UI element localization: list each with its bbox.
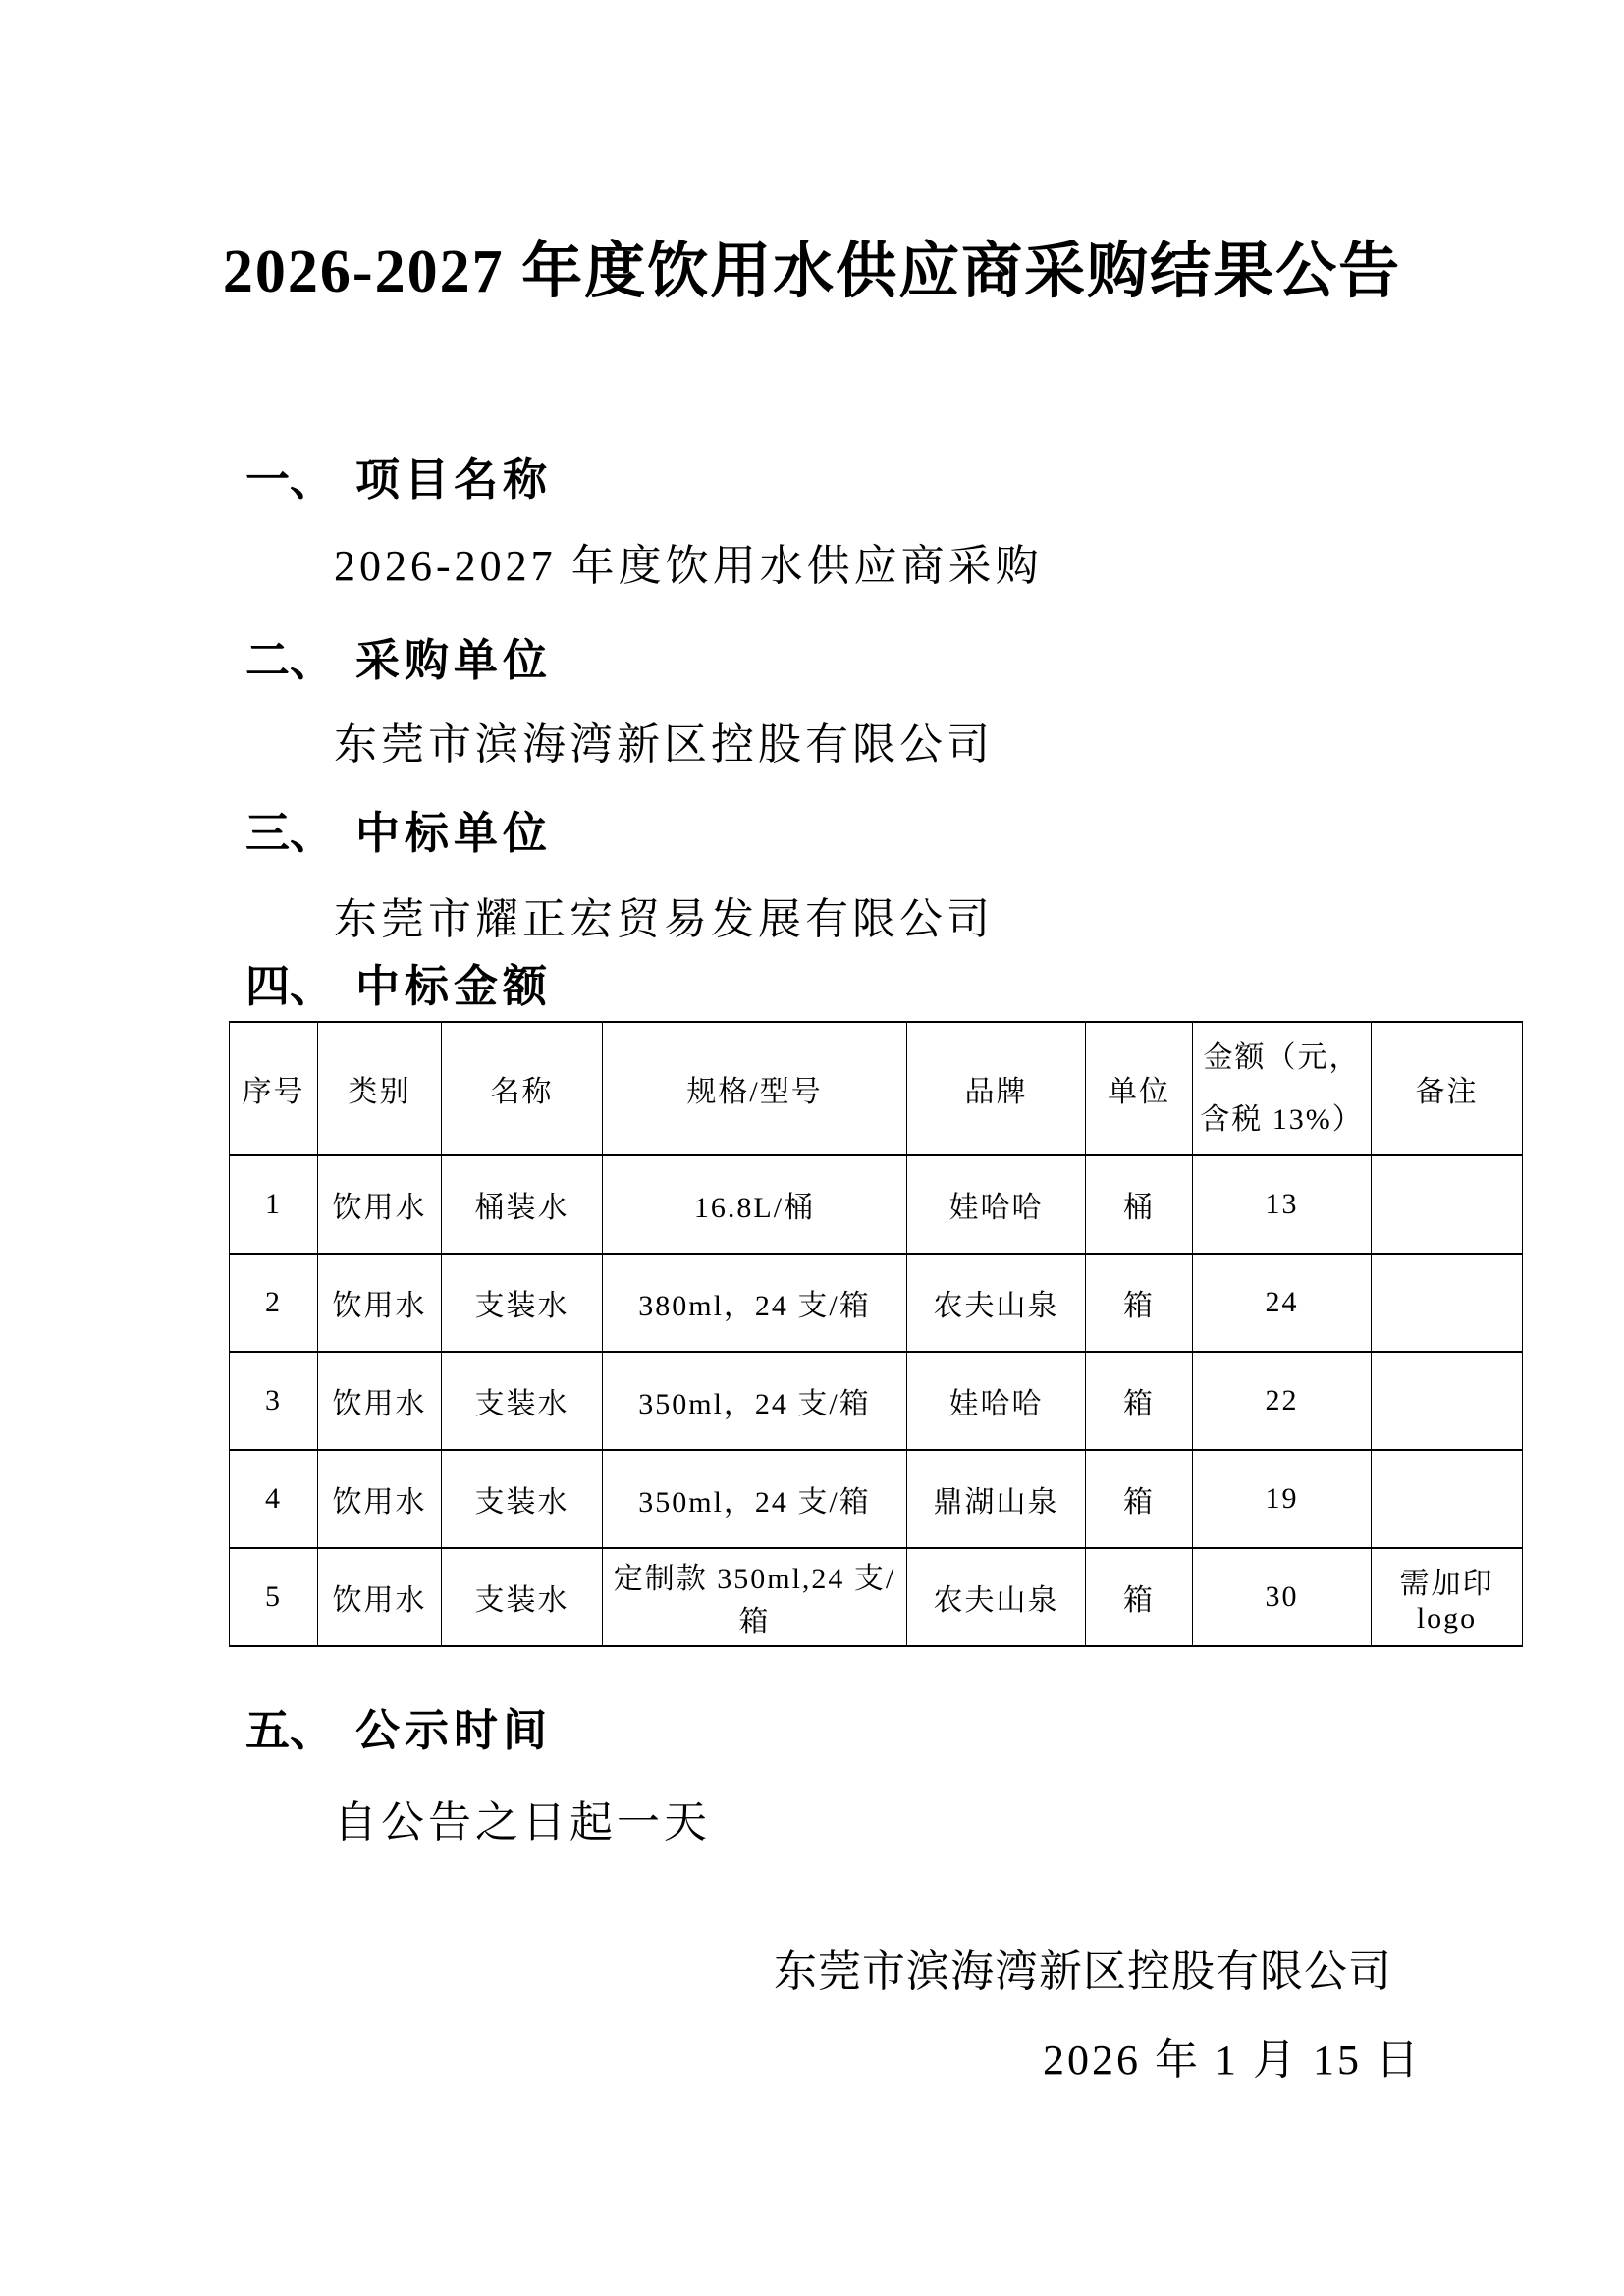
- table-row: [230, 1254, 1523, 1352]
- cell-unit: 箱: [1086, 1450, 1193, 1548]
- cell-unit: 箱: [1086, 1254, 1193, 1352]
- col-header-name: 名称: [442, 1022, 603, 1155]
- award-amount-table: [229, 1021, 1523, 1647]
- table-row: [230, 1352, 1523, 1450]
- cell-brand: 娃哈哈: [907, 1352, 1086, 1450]
- section-heading-publicity-period: [245, 1694, 552, 1758]
- cell-amount: 22: [1193, 1352, 1372, 1450]
- cell-amount: 24: [1193, 1254, 1372, 1352]
- cell-name: 支装水: [442, 1352, 603, 1450]
- cell-brand: 农夫山泉: [907, 1548, 1086, 1646]
- section-label: 公示时间: [355, 1705, 553, 1755]
- cell-spec: 350ml，24 支/箱: [603, 1352, 907, 1450]
- cell-remark: [1372, 1450, 1523, 1548]
- section-label: 采购单位: [355, 635, 553, 685]
- cell-brand: 娃哈哈: [907, 1155, 1086, 1254]
- winning-bidder-text: 东莞市耀正宏贸易发展有限公司: [334, 895, 994, 943]
- cell-seq: 3: [230, 1352, 318, 1450]
- footer-date: 2026 年 1 月 15 日: [1043, 2036, 1422, 2084]
- table-row: [230, 1548, 1523, 1646]
- col-header-amount: 金额（元，含税 13%）: [1193, 1022, 1372, 1155]
- table-header-row: [230, 1022, 1523, 1155]
- cell-amount: 19: [1193, 1450, 1372, 1548]
- publicity-period-text: 自公告之日起一天: [334, 1798, 711, 1846]
- section-label: 中标单位: [355, 808, 553, 858]
- cell-brand: 农夫山泉: [907, 1254, 1086, 1352]
- section-number: 四、: [245, 961, 335, 1011]
- cell-category: 饮用水: [318, 1155, 442, 1254]
- section-heading-winning-bidder: [245, 797, 552, 861]
- section-heading-project-name: [245, 444, 552, 507]
- section-number: 二、: [245, 635, 335, 685]
- cell-brand: 鼎湖山泉: [907, 1450, 1086, 1548]
- col-header-unit: 单位: [1086, 1022, 1193, 1155]
- section-label: 中标金额: [355, 961, 553, 1011]
- col-header-brand: 品牌: [907, 1022, 1086, 1155]
- cell-seq: 5: [230, 1548, 318, 1646]
- section-heading-award-amount: [245, 950, 552, 1014]
- cell-name: 支装水: [442, 1548, 603, 1646]
- col-header-seq: 序号: [230, 1022, 318, 1155]
- cell-category: 饮用水: [318, 1548, 442, 1646]
- cell-unit: 箱: [1086, 1548, 1193, 1646]
- section-number: 一、: [245, 454, 335, 505]
- section-number: 三、: [245, 808, 335, 858]
- section-number: 五、: [245, 1705, 335, 1755]
- document-title: 2026-2027 年度饮用水供应商采购结果公告: [222, 239, 1402, 305]
- cell-remark: [1372, 1352, 1523, 1450]
- cell-spec: 350ml，24 支/箱: [603, 1450, 907, 1548]
- cell-category: 饮用水: [318, 1450, 442, 1548]
- cell-category: 饮用水: [318, 1352, 442, 1450]
- cell-seq: 4: [230, 1450, 318, 1548]
- cell-amount: 30: [1193, 1548, 1372, 1646]
- cell-seq: 1: [230, 1155, 318, 1254]
- project-name-text: 2026-2027 年度饮用水供应商采购: [334, 542, 1043, 590]
- cell-name: 支装水: [442, 1254, 603, 1352]
- purchasing-unit-text: 东莞市滨海湾新区控股有限公司: [334, 721, 994, 769]
- cell-unit: 桶: [1086, 1155, 1193, 1254]
- cell-remark: [1372, 1254, 1523, 1352]
- cell-spec: 16.8L/桶: [603, 1155, 907, 1254]
- cell-name: 桶装水: [442, 1155, 603, 1254]
- footer-organization: 东莞市滨海湾新区控股有限公司: [774, 1948, 1392, 1996]
- cell-remark: 需加印 logo: [1372, 1548, 1523, 1646]
- cell-name: 支装水: [442, 1450, 603, 1548]
- cell-amount: 13: [1193, 1155, 1372, 1254]
- section-label: 项目名称: [355, 454, 553, 505]
- cell-category: 饮用水: [318, 1254, 442, 1352]
- cell-unit: 箱: [1086, 1352, 1193, 1450]
- cell-seq: 2: [230, 1254, 318, 1352]
- col-header-category: 类别: [318, 1022, 442, 1155]
- col-header-remark: 备注: [1372, 1022, 1523, 1155]
- col-header-spec: 规格/型号: [603, 1022, 907, 1155]
- cell-spec: 380ml，24 支/箱: [603, 1254, 907, 1352]
- section-heading-purchasing-unit: [245, 624, 552, 688]
- cell-spec: 定制款 350ml,24 支/箱: [603, 1548, 907, 1646]
- cell-remark: [1372, 1155, 1523, 1254]
- table-row: [230, 1155, 1523, 1254]
- table-row: [230, 1450, 1523, 1548]
